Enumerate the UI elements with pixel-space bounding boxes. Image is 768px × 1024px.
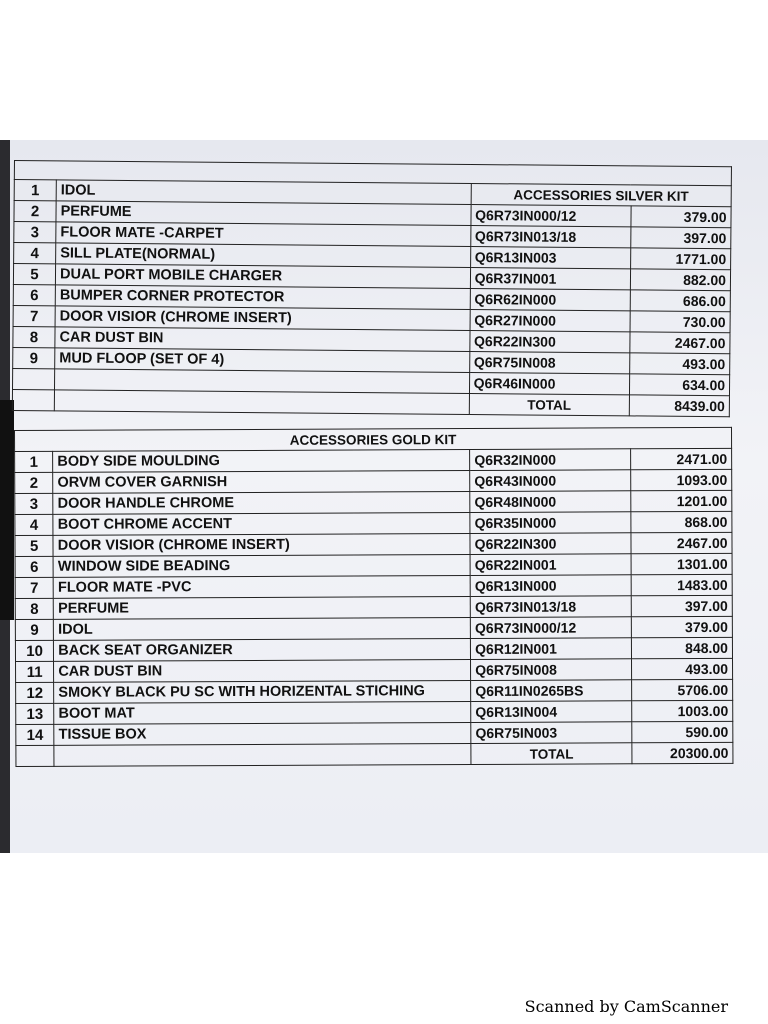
total-value: 8439.00 — [629, 395, 729, 417]
row-number: 5 — [15, 535, 53, 556]
row-number: 9 — [13, 347, 55, 368]
item-name: DOOR VISIOR (CHROME INSERT) — [55, 306, 470, 331]
price: 379.00 — [632, 616, 733, 637]
item-name: WINDOW SIDE BEADING — [53, 555, 470, 578]
part-code: Q6R75IN008 — [469, 351, 629, 373]
price: 1301.00 — [631, 553, 732, 574]
part-code: Q6R22IN001 — [470, 554, 631, 576]
part-code: Q6R13IN000 — [470, 575, 631, 597]
part-code: Q6R13IN004 — [471, 701, 632, 723]
item-name: IDOL — [56, 180, 471, 205]
row-number: 8 — [15, 598, 53, 619]
row-number: 3 — [14, 222, 56, 243]
part-code: Q6R73IN013/18 — [470, 225, 630, 247]
part-code: Q6R48IN000 — [470, 491, 631, 513]
silver-kit-table — [12, 160, 732, 417]
total-value: 20300.00 — [632, 742, 733, 763]
part-code: Q6R73IN013/18 — [470, 596, 631, 618]
gold-kit-table — [14, 427, 733, 767]
row-number: 12 — [16, 682, 54, 703]
price: 1093.00 — [631, 469, 732, 490]
silver-kit-title: ACCESSORIES SILVER KIT — [471, 183, 732, 206]
price: 590.00 — [632, 721, 733, 742]
row-number: 13 — [16, 703, 54, 724]
row-number: 9 — [15, 619, 53, 640]
scan-edge-shadow-lower — [0, 400, 14, 620]
part-code: Q6R13IN003 — [470, 246, 630, 268]
row-number: 4 — [14, 243, 56, 264]
row-number: 2 — [15, 472, 53, 493]
row-number: 2 — [14, 201, 56, 222]
row-number: 3 — [15, 493, 53, 514]
part-code: Q6R73IN000/12 — [470, 617, 631, 639]
row-number: 1 — [15, 451, 53, 472]
price: 848.00 — [632, 637, 733, 658]
item-name: FLOOR MATE -CARPET — [56, 222, 471, 247]
item-name: CAR DUST BIN — [54, 660, 471, 683]
gold-total-row — [16, 742, 733, 766]
item-name: DUAL PORT MOBILE CHARGER — [55, 264, 470, 289]
price: 1771.00 — [630, 248, 730, 270]
row-number: 4 — [15, 514, 53, 535]
price: 1483.00 — [631, 574, 732, 595]
part-code: Q6R62IN000 — [470, 288, 630, 310]
part-code: Q6R11IN0265BS — [471, 680, 632, 702]
part-code: Q6R37IN001 — [470, 267, 630, 289]
item-name: ORVM COVER GARNISH — [53, 471, 470, 494]
item-name: BODY SIDE MOULDING — [53, 450, 470, 473]
row-number: 14 — [16, 724, 54, 745]
total-label: TOTAL — [469, 393, 629, 415]
price: 1201.00 — [631, 490, 732, 511]
total-label: TOTAL — [471, 743, 632, 765]
price: 493.00 — [632, 658, 733, 679]
row-number: 7 — [15, 577, 53, 598]
row-number: 1 — [14, 180, 56, 201]
part-code: Q6R75IN003 — [471, 722, 632, 744]
scanner-watermark: Scanned by CamScanner — [524, 997, 728, 1016]
item-name: BOOT CHROME ACCENT — [53, 513, 470, 536]
row-number: 6 — [15, 556, 53, 577]
part-code: Q6R75IN008 — [471, 659, 632, 681]
item-name: PERFUME — [56, 201, 471, 226]
part-code: Q6R73IN000/12 — [471, 204, 631, 226]
gold-kit-title: ACCESSORIES GOLD KIT — [15, 427, 732, 451]
item-name: BUMPER CORNER PROTECTOR — [55, 285, 470, 310]
item-name: TISSUE BOX — [54, 723, 471, 746]
row-number: 11 — [16, 661, 54, 682]
item-name: DOOR HANDLE CHROME — [53, 492, 470, 515]
price: 2467.00 — [630, 332, 730, 354]
item-name: SMOKY BLACK PU SC WITH HORIZENTAL STICHING — [54, 681, 471, 704]
price: 5706.00 — [632, 679, 733, 700]
part-code: Q6R22IN300 — [469, 330, 629, 352]
price: 2471.00 — [631, 448, 732, 469]
part-code: Q6R27IN000 — [470, 309, 630, 331]
price: 1003.00 — [632, 700, 733, 721]
part-code: Q6R32IN000 — [470, 449, 631, 471]
price: 686.00 — [630, 290, 730, 312]
item-name: FLOOR MATE -PVC — [53, 576, 470, 599]
item-name: SILL PLATE(NORMAL) — [56, 243, 471, 268]
row-number: 8 — [13, 326, 55, 347]
row-number: 7 — [13, 305, 55, 326]
price: 493.00 — [630, 353, 730, 375]
row-number: 6 — [13, 284, 55, 305]
price: 882.00 — [630, 269, 730, 291]
item-name: MUD FLOOP (SET OF 4) — [55, 348, 470, 373]
item-name: BACK SEAT ORGANIZER — [54, 639, 471, 662]
price: 397.00 — [631, 227, 731, 249]
item-name: BOOT MAT — [54, 702, 471, 725]
price: 634.00 — [629, 374, 729, 396]
row-number: 5 — [13, 264, 55, 285]
item-name: IDOL — [54, 618, 471, 641]
part-code: Q6R22IN300 — [470, 533, 631, 555]
price: 868.00 — [631, 511, 732, 532]
price: 2467.00 — [631, 532, 732, 553]
part-code: Q6R46IN000 — [469, 372, 629, 394]
item-name: PERFUME — [54, 597, 471, 620]
price: 397.00 — [631, 595, 732, 616]
price: 379.00 — [631, 206, 731, 228]
part-code: Q6R12IN001 — [471, 638, 632, 660]
row-number: 10 — [15, 640, 53, 661]
item-name: DOOR VISIOR (CHROME INSERT) — [53, 534, 470, 557]
part-code: Q6R35IN000 — [470, 512, 631, 534]
price: 730.00 — [630, 311, 730, 333]
item-name: CAR DUST BIN — [55, 327, 470, 352]
part-code: Q6R43IN000 — [470, 470, 631, 492]
